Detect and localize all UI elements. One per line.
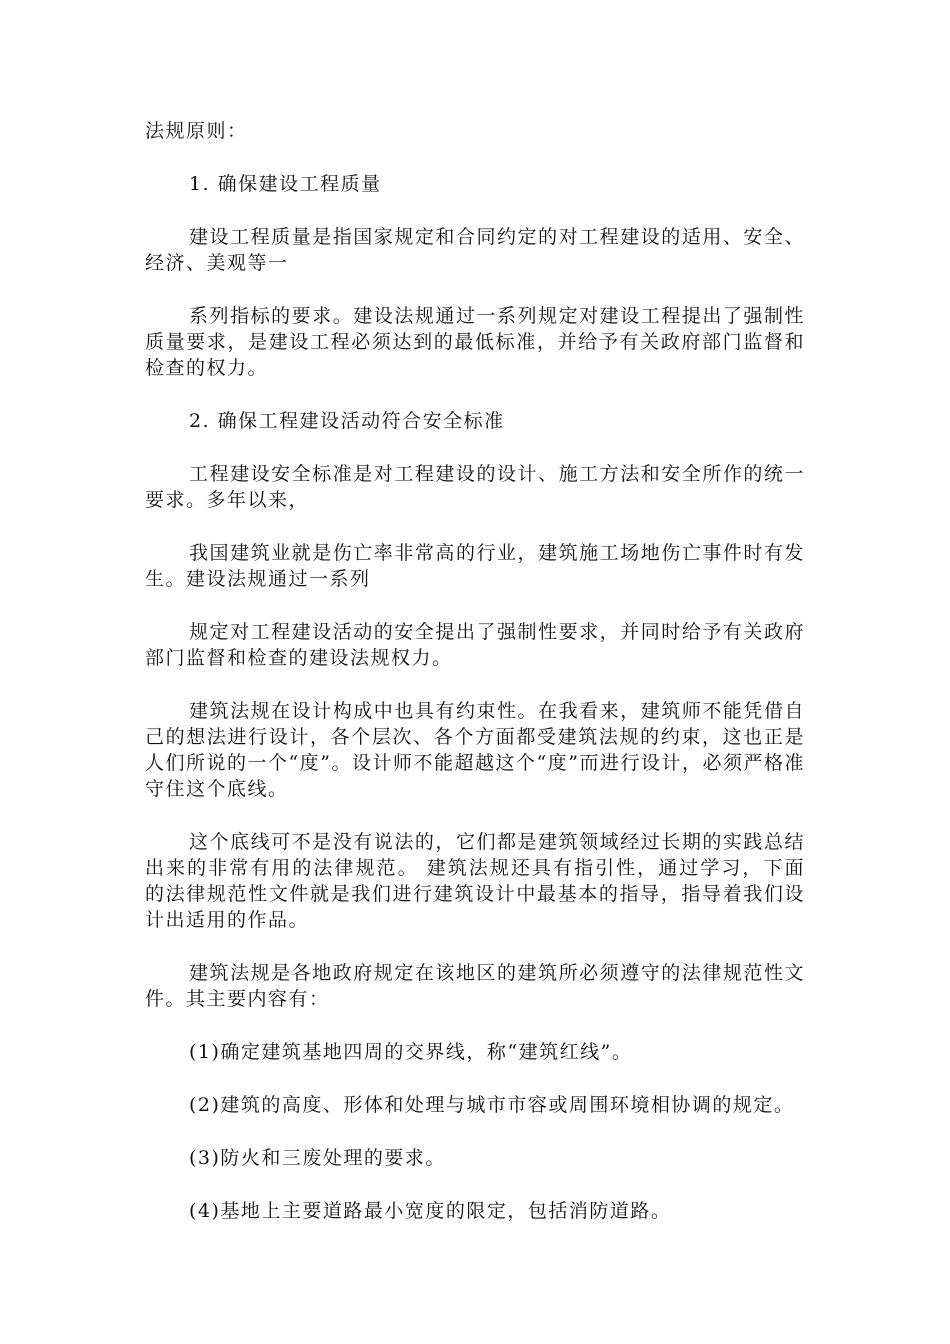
paragraph: 建筑法规是各地政府规定在该地区的建筑所必须遵守的法律规范性文件。其主要内容有： — [145, 962, 805, 1010]
list-item: (1)确定建筑基地四周的交界线，称“建筑红线”。 — [189, 1041, 633, 1063]
paragraph: 我国建筑业就是伤亡率非常高的行业，建筑施工场地伤亡事件时有发生。建设法规通过一系列 — [145, 542, 805, 590]
paragraph: 系列指标的要求。建设法规通过一系列规定对建设工程提出了强制性质量要求，是建设工程必须达到的最低标准，并给予有关政府部门监督和检查的权力。 — [145, 305, 805, 379]
document-body — [145, 118, 805, 1251]
section-heading-2: 2. 确保工程建设活动符合安全标准 — [189, 410, 505, 432]
paragraph: 建设工程质量是指国家规定和合同约定的对工程建设的适用、安全、经济、美观等一 — [145, 226, 805, 274]
paragraph: 工程建设安全标准是对工程建设的设计、施工方法和安全所作的统一要求。多年以来， — [145, 463, 805, 511]
paragraph: 规定对工程建设活动的安全提出了强制性要求，并同时给予有关政府部门监督和检查的建设法规权力。 — [145, 621, 805, 669]
list-item: (3)防火和三废处理的要求。 — [189, 1147, 446, 1169]
paragraph: 建筑法规在设计构成中也具有约束性。在我看来，建筑师不能凭借自己的想法进行设计，各个层次、各个方面都受建筑法规的约束，这也正是人们所说的一个“度”。设计师不能超越这个“度”而进行设计，必须严格准守住这个底线。 — [145, 700, 805, 800]
paragraph: 这个底线可不是没有说法的，它们都是建筑领域经过长期的实践总结出来的非常有用的法律规范。 建筑法规还具有指引性，通过学习，下面的法律规范性文件就是我们进行建筑设计中最基本的指导，指导着我们设计出适用的作品。 — [145, 831, 805, 931]
section-heading-1: 1. 确保建设工程质量 — [189, 173, 382, 195]
heading-principles: 法规原则： — [145, 120, 248, 142]
list-item: (2)建筑的高度、形体和处理与城市市容或周围环境相协调的规定。 — [189, 1094, 795, 1116]
list-item: (4)基地上主要道路最小宽度的限定，包括消防道路。 — [189, 1200, 672, 1222]
